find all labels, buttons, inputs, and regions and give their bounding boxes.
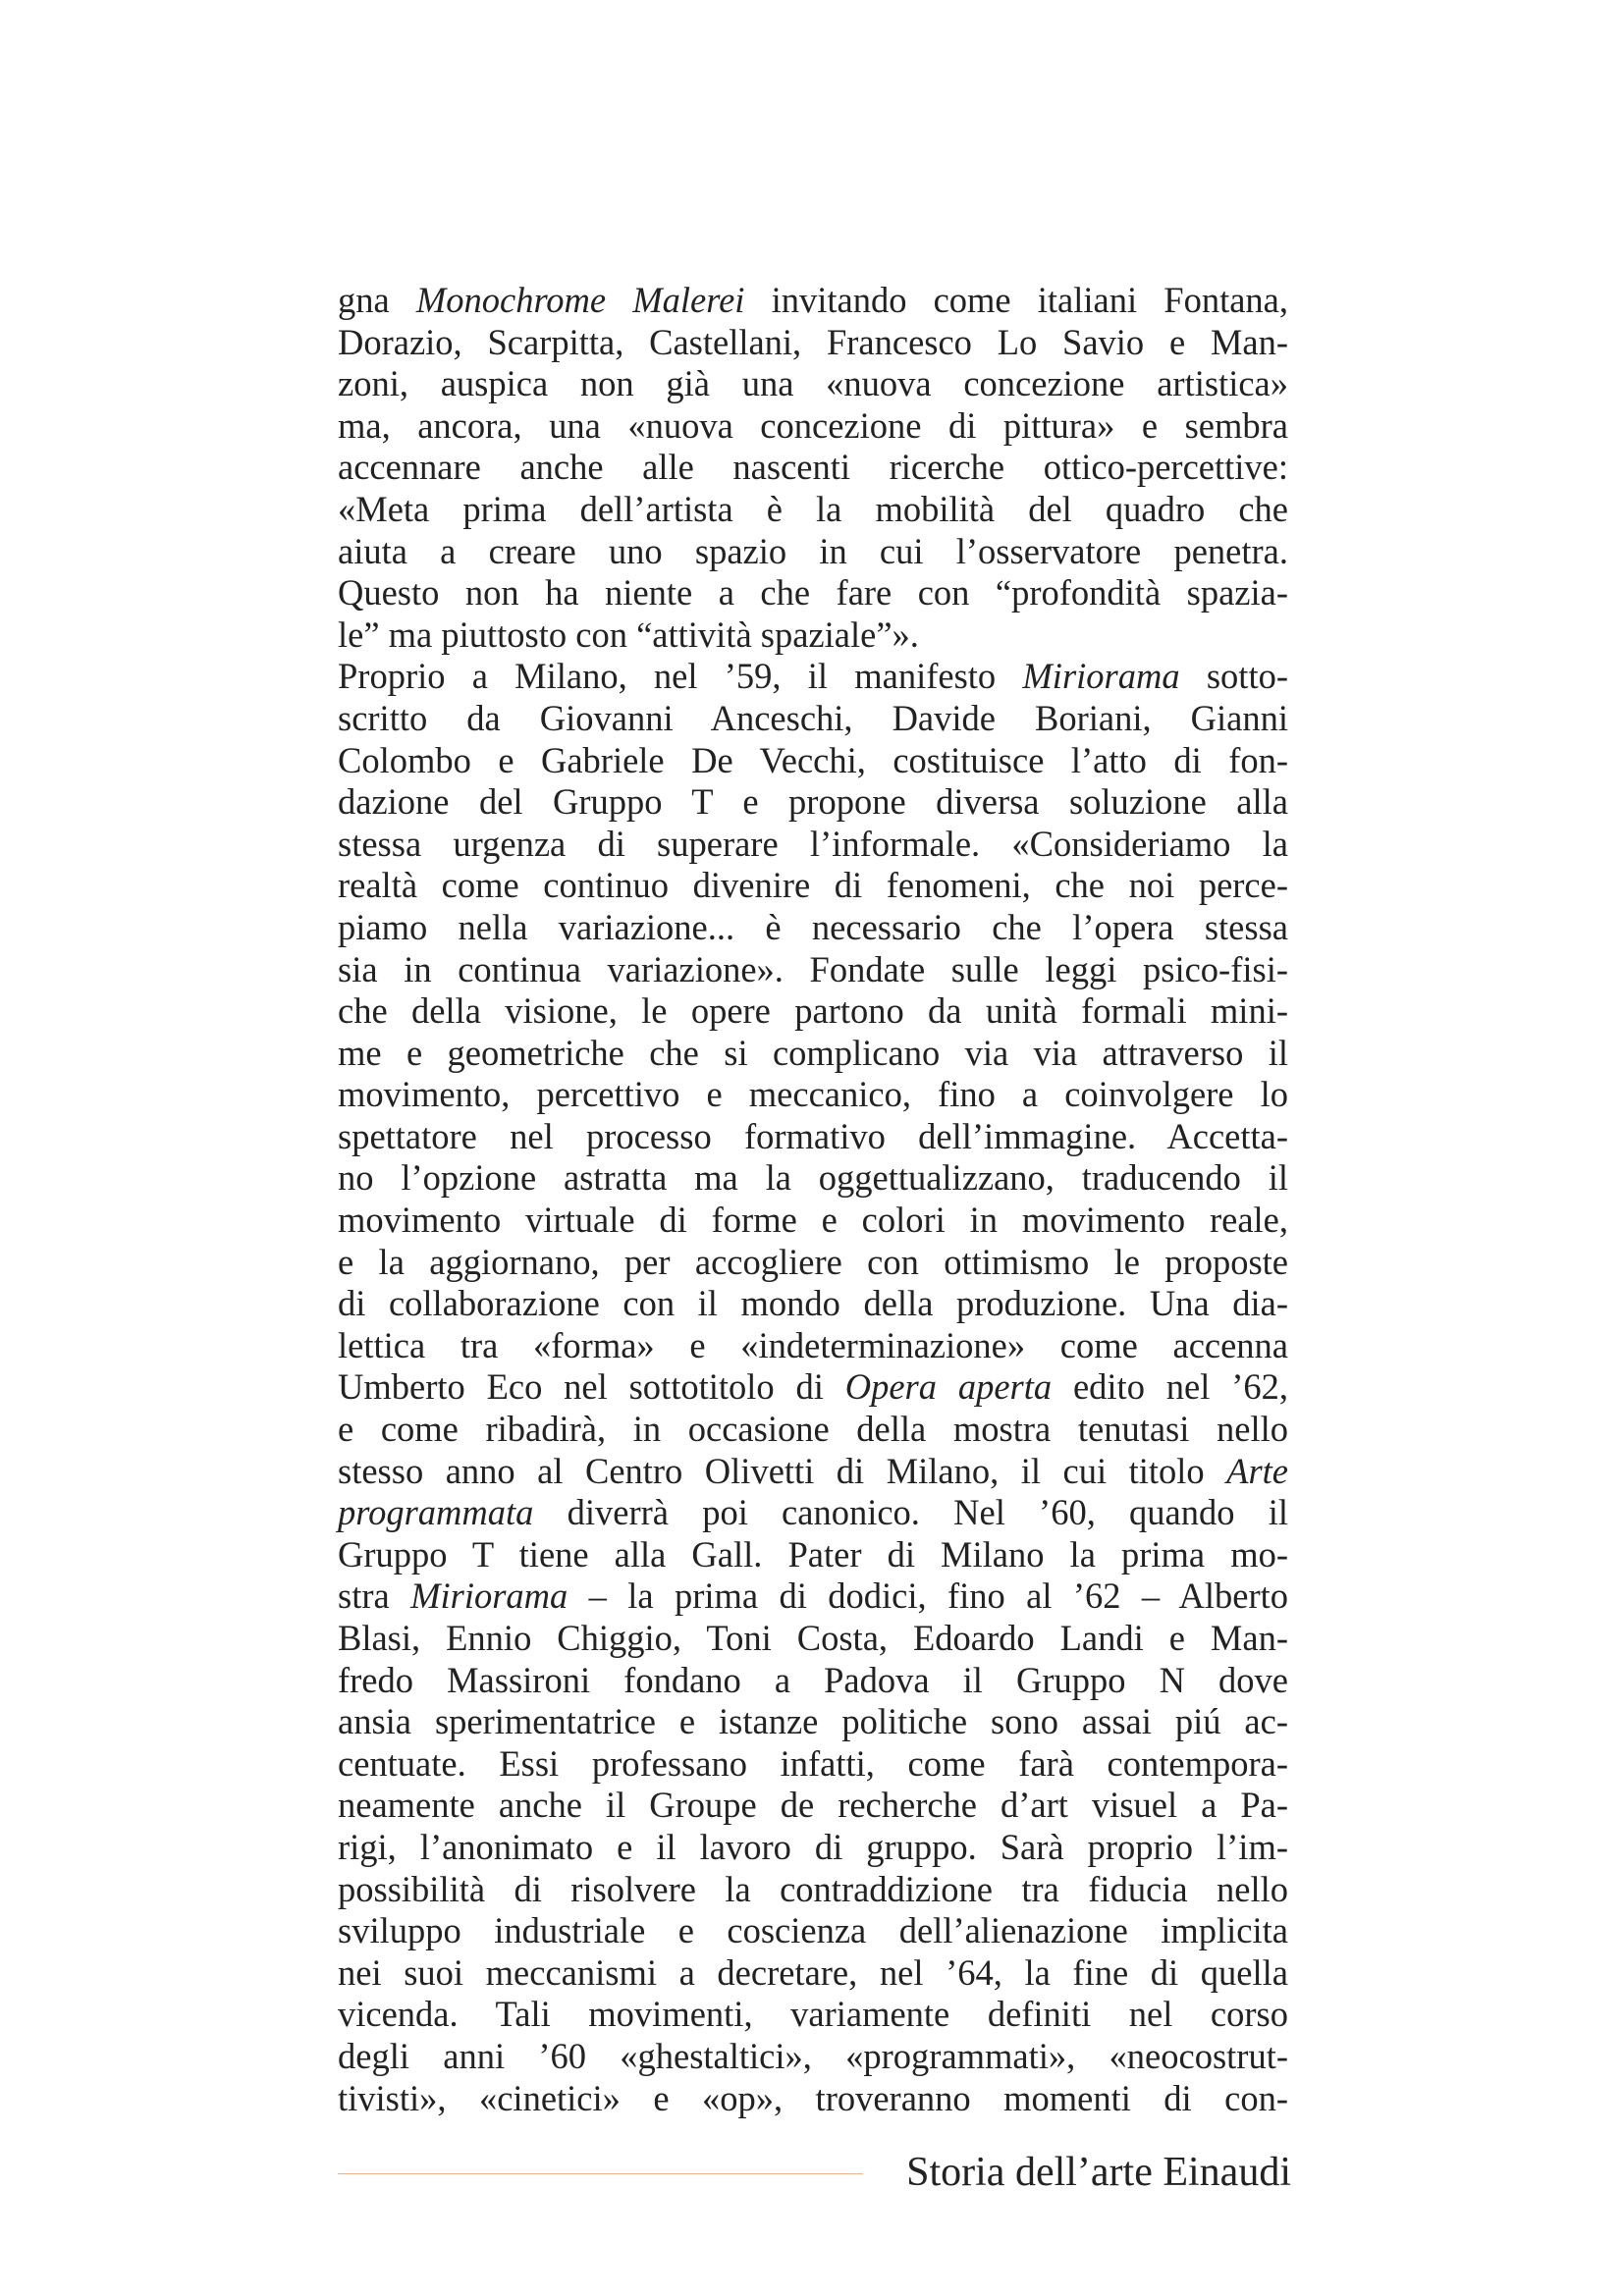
text-line <box>338 1116 1288 1158</box>
text-run: dazione del Gruppo T e propone diversa soluzione alla <box>338 781 1288 823</box>
text-line <box>338 1575 1288 1618</box>
text-run: me e geometriche che si complicano via via attraverso il <box>338 1032 1288 1073</box>
text-line <box>338 865 1288 907</box>
text-run: Questo non ha niente a che fare con “profondità spazia- <box>338 572 1288 614</box>
text-run: «Meta prima dell’artista è la mobilità del quadro che <box>338 488 1288 529</box>
text-run: scritto da Giovanni Anceschi, Davide Boriani, Gianni <box>338 697 1288 738</box>
text-line <box>338 1074 1288 1116</box>
text-run: – la prima di dodici, fino al ’62 – Alberto <box>568 1575 1288 1617</box>
text-run: ma, ancora, una «nuova concezione di pittura» e sembra <box>338 404 1288 446</box>
text-run: Colombo e Gabriele De Vecchi, costituisce l’atto di fon- <box>338 739 1288 780</box>
text-run: Umberto Eco nel sottotitolo di <box>338 1366 845 1408</box>
text-line <box>338 990 1288 1033</box>
text-run: rigi, l’anonimato e il lavoro di gruppo. Sarà proprio l’im- <box>338 1826 1288 1867</box>
text-run: tivisti», «cinetici» e «op», troveranno momenti di con- <box>338 2077 1288 2118</box>
text-line <box>338 781 1288 824</box>
text-run: no l’opzione astratta ma la oggettualizzano, traducendo il <box>338 1157 1288 1199</box>
text-run: di collaborazione con il mondo della produzione. Una dia- <box>338 1283 1288 1324</box>
footer-title: Storia dell’arte Einaudi <box>906 2150 1291 2195</box>
text-run: Blasi, Ennio Chiggio, Toni Costa, Edoardo Landi e Man- <box>338 1618 1288 1658</box>
text-line <box>338 1451 1288 1493</box>
text-run: diverrà poi canonico. Nel ’60, quando il <box>533 1492 1288 1533</box>
italic-title: Miriorama <box>410 1575 568 1617</box>
text-line <box>338 1200 1288 1242</box>
text-run: le” ma piuttosto con “attività spaziale”». <box>338 614 919 655</box>
text-run: sotto- <box>1179 656 1288 697</box>
text-run: ansia sperimentatrice e istanze politiche sono assai piú ac- <box>338 1701 1288 1742</box>
text-run: gna <box>338 280 416 320</box>
text-run: nei suoi meccanismi a decretare, nel ’64, la fine di quella <box>338 1951 1288 1993</box>
text-run: invitando come italiani Fontana, <box>744 280 1288 320</box>
italic-title: Miriorama <box>1022 656 1180 697</box>
italic-title: programmata <box>338 1492 534 1533</box>
body-text <box>338 280 1288 2119</box>
text-line <box>338 1618 1288 1660</box>
text-run: Proprio a Milano, nel ’59, il manifesto <box>338 656 1023 697</box>
text-line <box>338 322 1288 364</box>
text-line <box>338 363 1288 405</box>
text-run: lettica tra «forma» e «indeterminazione» come accenna <box>338 1324 1288 1365</box>
text-line <box>338 1952 1288 1995</box>
text-run: aiuta a creare uno spazio in cui l’osservatore penetra. <box>338 530 1288 571</box>
text-run: e come ribadirà, in occasione della mostra tenutasi nello <box>338 1409 1288 1450</box>
footer-rule <box>338 2173 863 2174</box>
text-line <box>338 1534 1288 1576</box>
text-run: possibilità di risolvere la contraddizione tra fiducia nello <box>338 1868 1288 1909</box>
text-line <box>338 489 1288 531</box>
text-run: vicenda. Tali movimenti, variamente definiti nel corso <box>338 1994 1288 2035</box>
text-run: stesso anno al Centro Olivetti di Milano, il cui titolo <box>338 1450 1227 1491</box>
italic-title: Arte <box>1226 1450 1288 1491</box>
text-line <box>338 698 1288 740</box>
text-line <box>338 1785 1288 1827</box>
text-line <box>338 280 1288 322</box>
text-run: sia in continua variazione». Fondate sulle leggi psico-fisi- <box>338 948 1288 989</box>
text-run: movimento, percettivo e meccanico, fino a coinvolgere lo <box>338 1074 1288 1115</box>
text-line <box>338 1660 1288 1702</box>
text-line <box>338 824 1288 866</box>
text-line <box>338 531 1288 573</box>
text-line <box>338 907 1288 949</box>
italic-title: Opera aperta <box>844 1366 1053 1408</box>
italic-title: Monochrome Malerei <box>415 280 745 320</box>
text-line <box>338 572 1288 614</box>
text-line <box>338 1743 1288 1786</box>
text-line <box>338 1409 1288 1451</box>
text-line <box>338 405 1288 448</box>
text-run: fredo Massironi fondano a Padova il Gruppo N dove <box>338 1659 1288 1700</box>
text-run: e la aggiornano, per accogliere con ottimismo le proposte <box>338 1241 1288 1282</box>
text-run: centuate. Essi professano infatti, come farà contempora- <box>338 1742 1288 1784</box>
text-run: degli anni ’60 «ghestaltici», «programmati», «neocostrut- <box>338 2035 1288 2076</box>
text-line <box>338 656 1288 698</box>
text-run: zoni, auspica non già una «nuova concezione artistica» <box>338 363 1288 404</box>
text-line <box>338 2078 1288 2120</box>
text-line <box>338 1033 1288 1075</box>
text-run: piamo nella variazione... è necessario che l’opera stessa <box>338 906 1288 947</box>
text-line <box>338 1827 1288 1869</box>
text-run: stessa urgenza di superare l’informale. «Consideriamo la <box>338 823 1288 864</box>
text-run: neamente anche il Groupe de recherche d’art visuel a Pa- <box>338 1785 1288 1826</box>
text-line <box>338 1492 1288 1534</box>
text-line <box>338 1242 1288 1284</box>
text-run: Gruppo T tiene alla Gall. Pater di Milano la prima mo- <box>338 1533 1288 1575</box>
text-line <box>338 614 1288 657</box>
text-line <box>338 1869 1288 1911</box>
text-line <box>338 949 1288 991</box>
text-line <box>338 740 1288 782</box>
text-line <box>338 1157 1288 1200</box>
text-run: spettatore nel processo formativo dell’immagine. Accetta- <box>338 1115 1288 1156</box>
text-line <box>338 1994 1288 2036</box>
text-run: Dorazio, Scarpitta, Castellani, Francesco Lo Savio e Man- <box>338 321 1288 362</box>
text-line <box>338 1701 1288 1743</box>
text-run: edito nel ’62, <box>1052 1366 1288 1408</box>
text-line <box>338 1325 1288 1367</box>
text-line <box>338 447 1288 489</box>
text-line <box>338 1283 1288 1325</box>
text-run: realtà come continuo divenire di fenomeni, che noi perce- <box>338 865 1288 906</box>
text-run: che della visione, le opere partono da unità formali mini- <box>338 990 1288 1032</box>
text-run: movimento virtuale di forme e colori in movimento reale, <box>338 1200 1288 1241</box>
text-line <box>338 2036 1288 2078</box>
text-line <box>338 1366 1288 1409</box>
text-run: accennare anche alle nascenti ricerche ottico-percettive: <box>338 447 1288 488</box>
text-run: sviluppo industriale e coscienza dell’alienazione implicita <box>338 1910 1288 1951</box>
text-run: stra <box>338 1575 411 1617</box>
text-line <box>338 1910 1288 1952</box>
